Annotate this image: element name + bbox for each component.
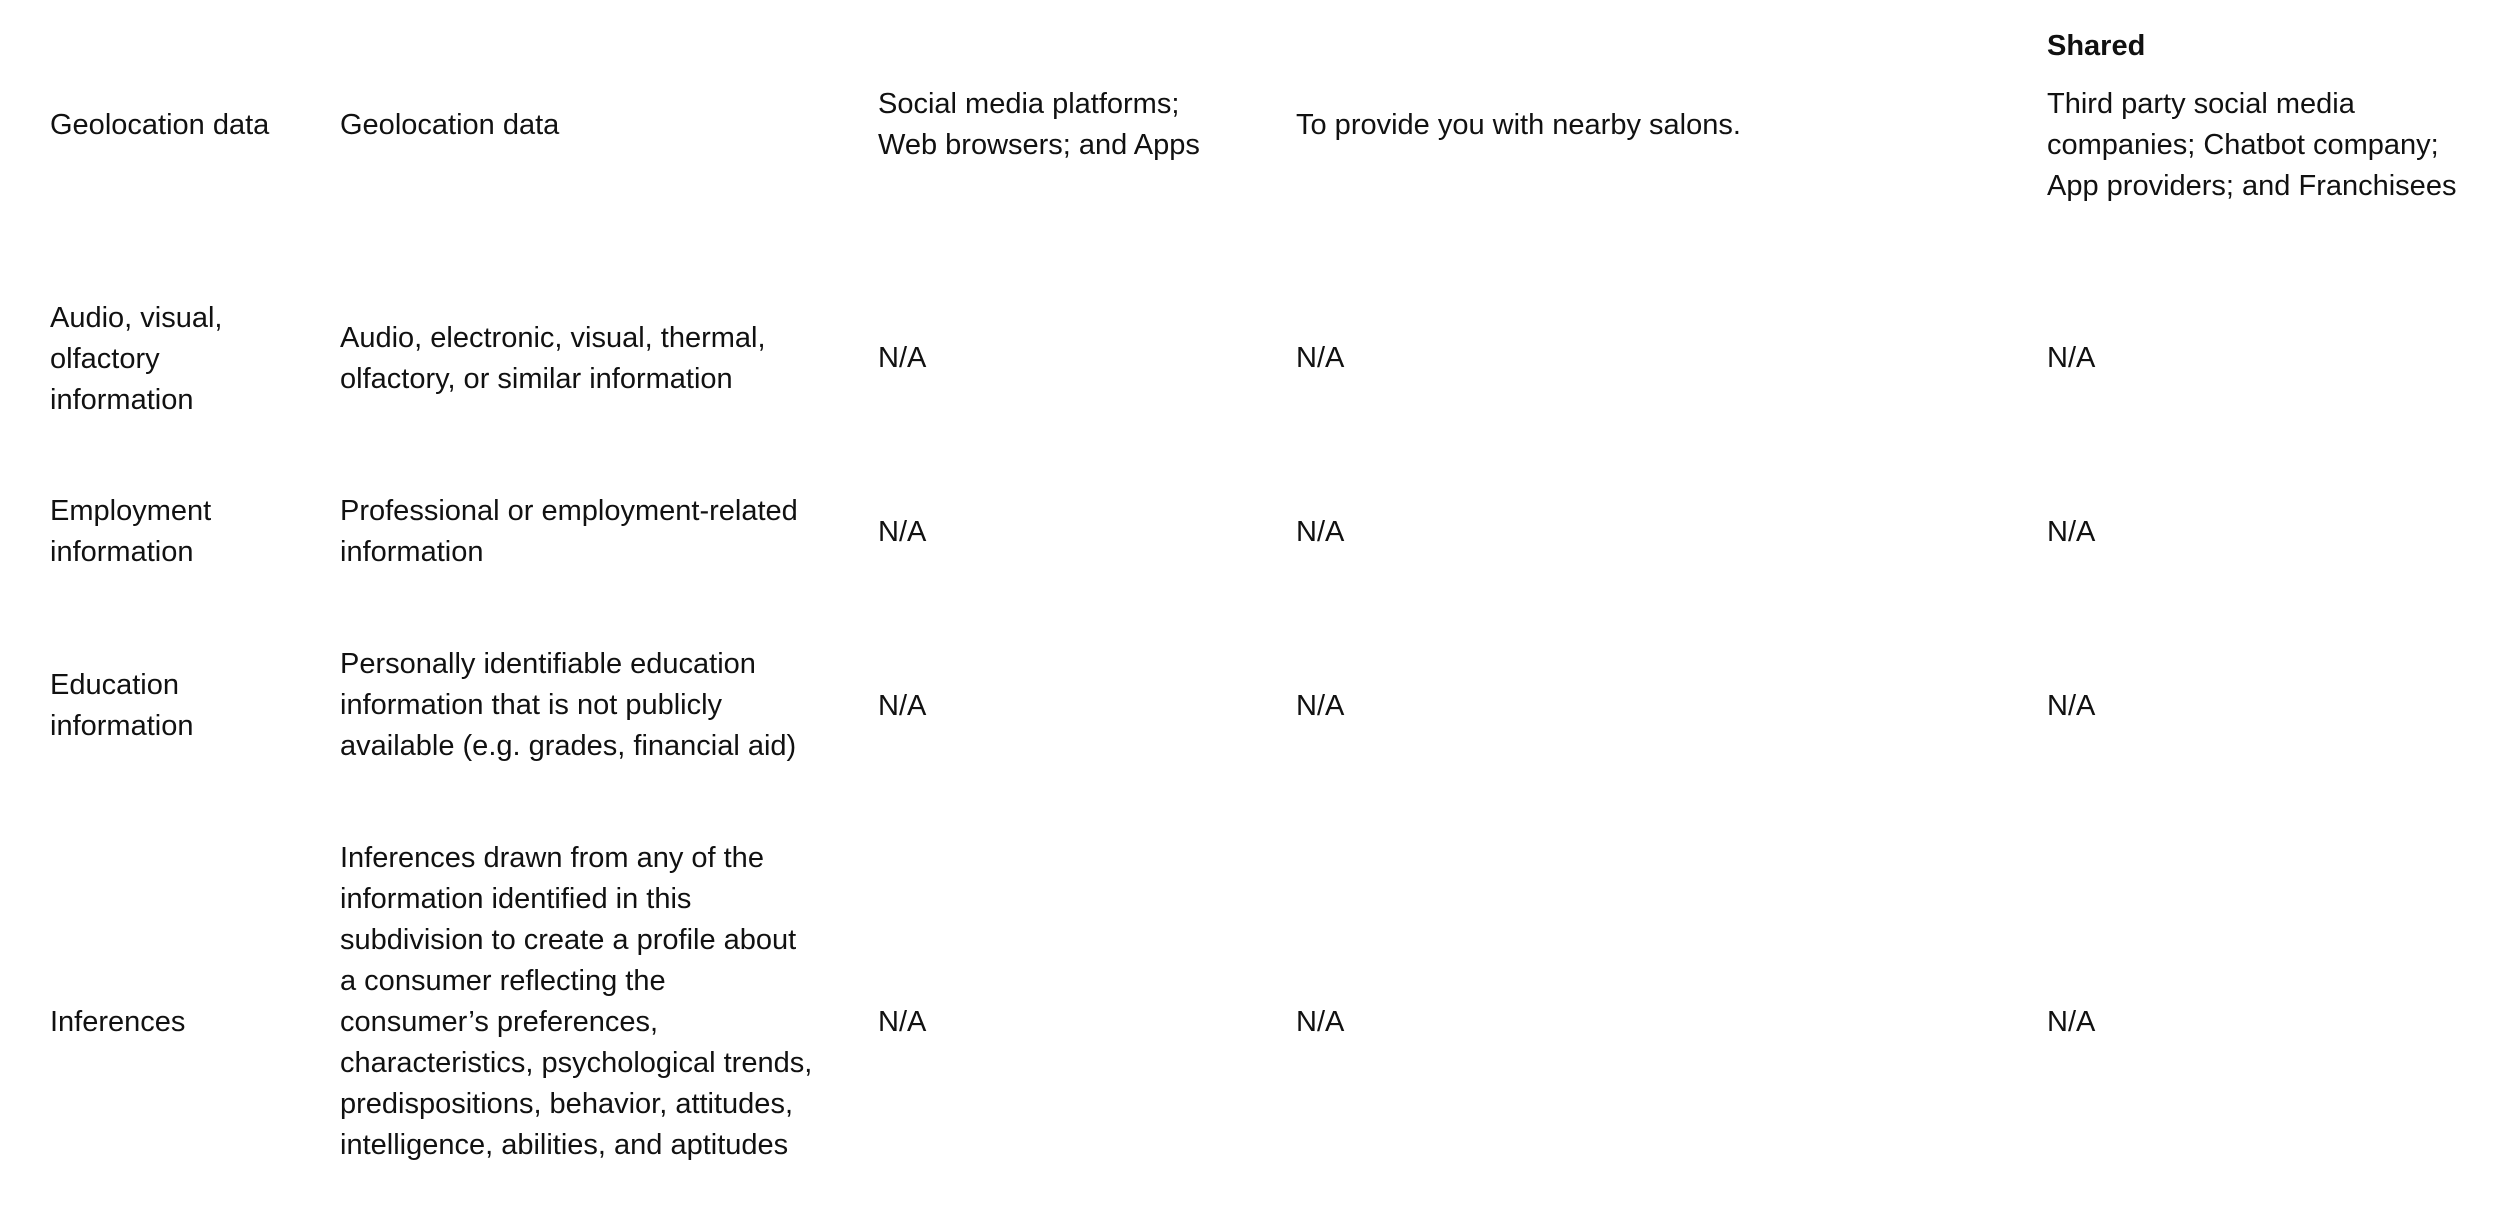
- purposes-cell: N/A: [1296, 690, 1345, 722]
- sources-cell: N/A: [878, 690, 927, 722]
- examples-cell: Personally identifiable education information that is not publicly available (e.g. grades, financial aid): [340, 648, 797, 762]
- disclosure-cell: Third party social media companies; Chatbot company; App providers; and Franchisees: [2047, 88, 2457, 202]
- shared-label: Shared: [2047, 30, 2146, 62]
- disclosure-cell: N/A: [2047, 690, 2096, 722]
- examples-cell: Inferences drawn from any of the information identified in this subdivision to create a profile about a consumer reflecting the consumer’s preferences, characteristics, psychological trends, predispositions, behavior, attitudes, intelligence, abilities, and aptitudes: [340, 842, 813, 1161]
- sources-cell: Social media platforms; Web browsers; and Apps: [878, 88, 1200, 161]
- category-cell: Geolocation data: [50, 109, 270, 141]
- purposes-cell: N/A: [1296, 516, 1345, 548]
- sources-cell: N/A: [878, 342, 927, 374]
- sources-cell: N/A: [878, 516, 927, 548]
- purposes-cell: N/A: [1296, 1006, 1345, 1038]
- disclosure-cell: N/A: [2047, 516, 2096, 548]
- sources-cell: N/A: [878, 1006, 927, 1038]
- examples-cell: Professional or employment-related information: [340, 495, 798, 568]
- purposes-cell: To provide you with nearby salons.: [1296, 109, 1741, 141]
- purposes-cell: N/A: [1296, 342, 1345, 374]
- disclosure-cell: N/A: [2047, 1006, 2096, 1038]
- category-cell: Audio, visual, olfactory information: [50, 302, 223, 416]
- category-cell: Education information: [50, 669, 194, 742]
- category-cell: Inferences: [50, 1006, 186, 1038]
- category-cell: Employment information: [50, 495, 212, 568]
- examples-cell: Audio, electronic, visual, thermal, olfactory, or similar information: [340, 322, 766, 395]
- examples-cell: Geolocation data: [340, 109, 560, 141]
- disclosure-cell: N/A: [2047, 342, 2096, 374]
